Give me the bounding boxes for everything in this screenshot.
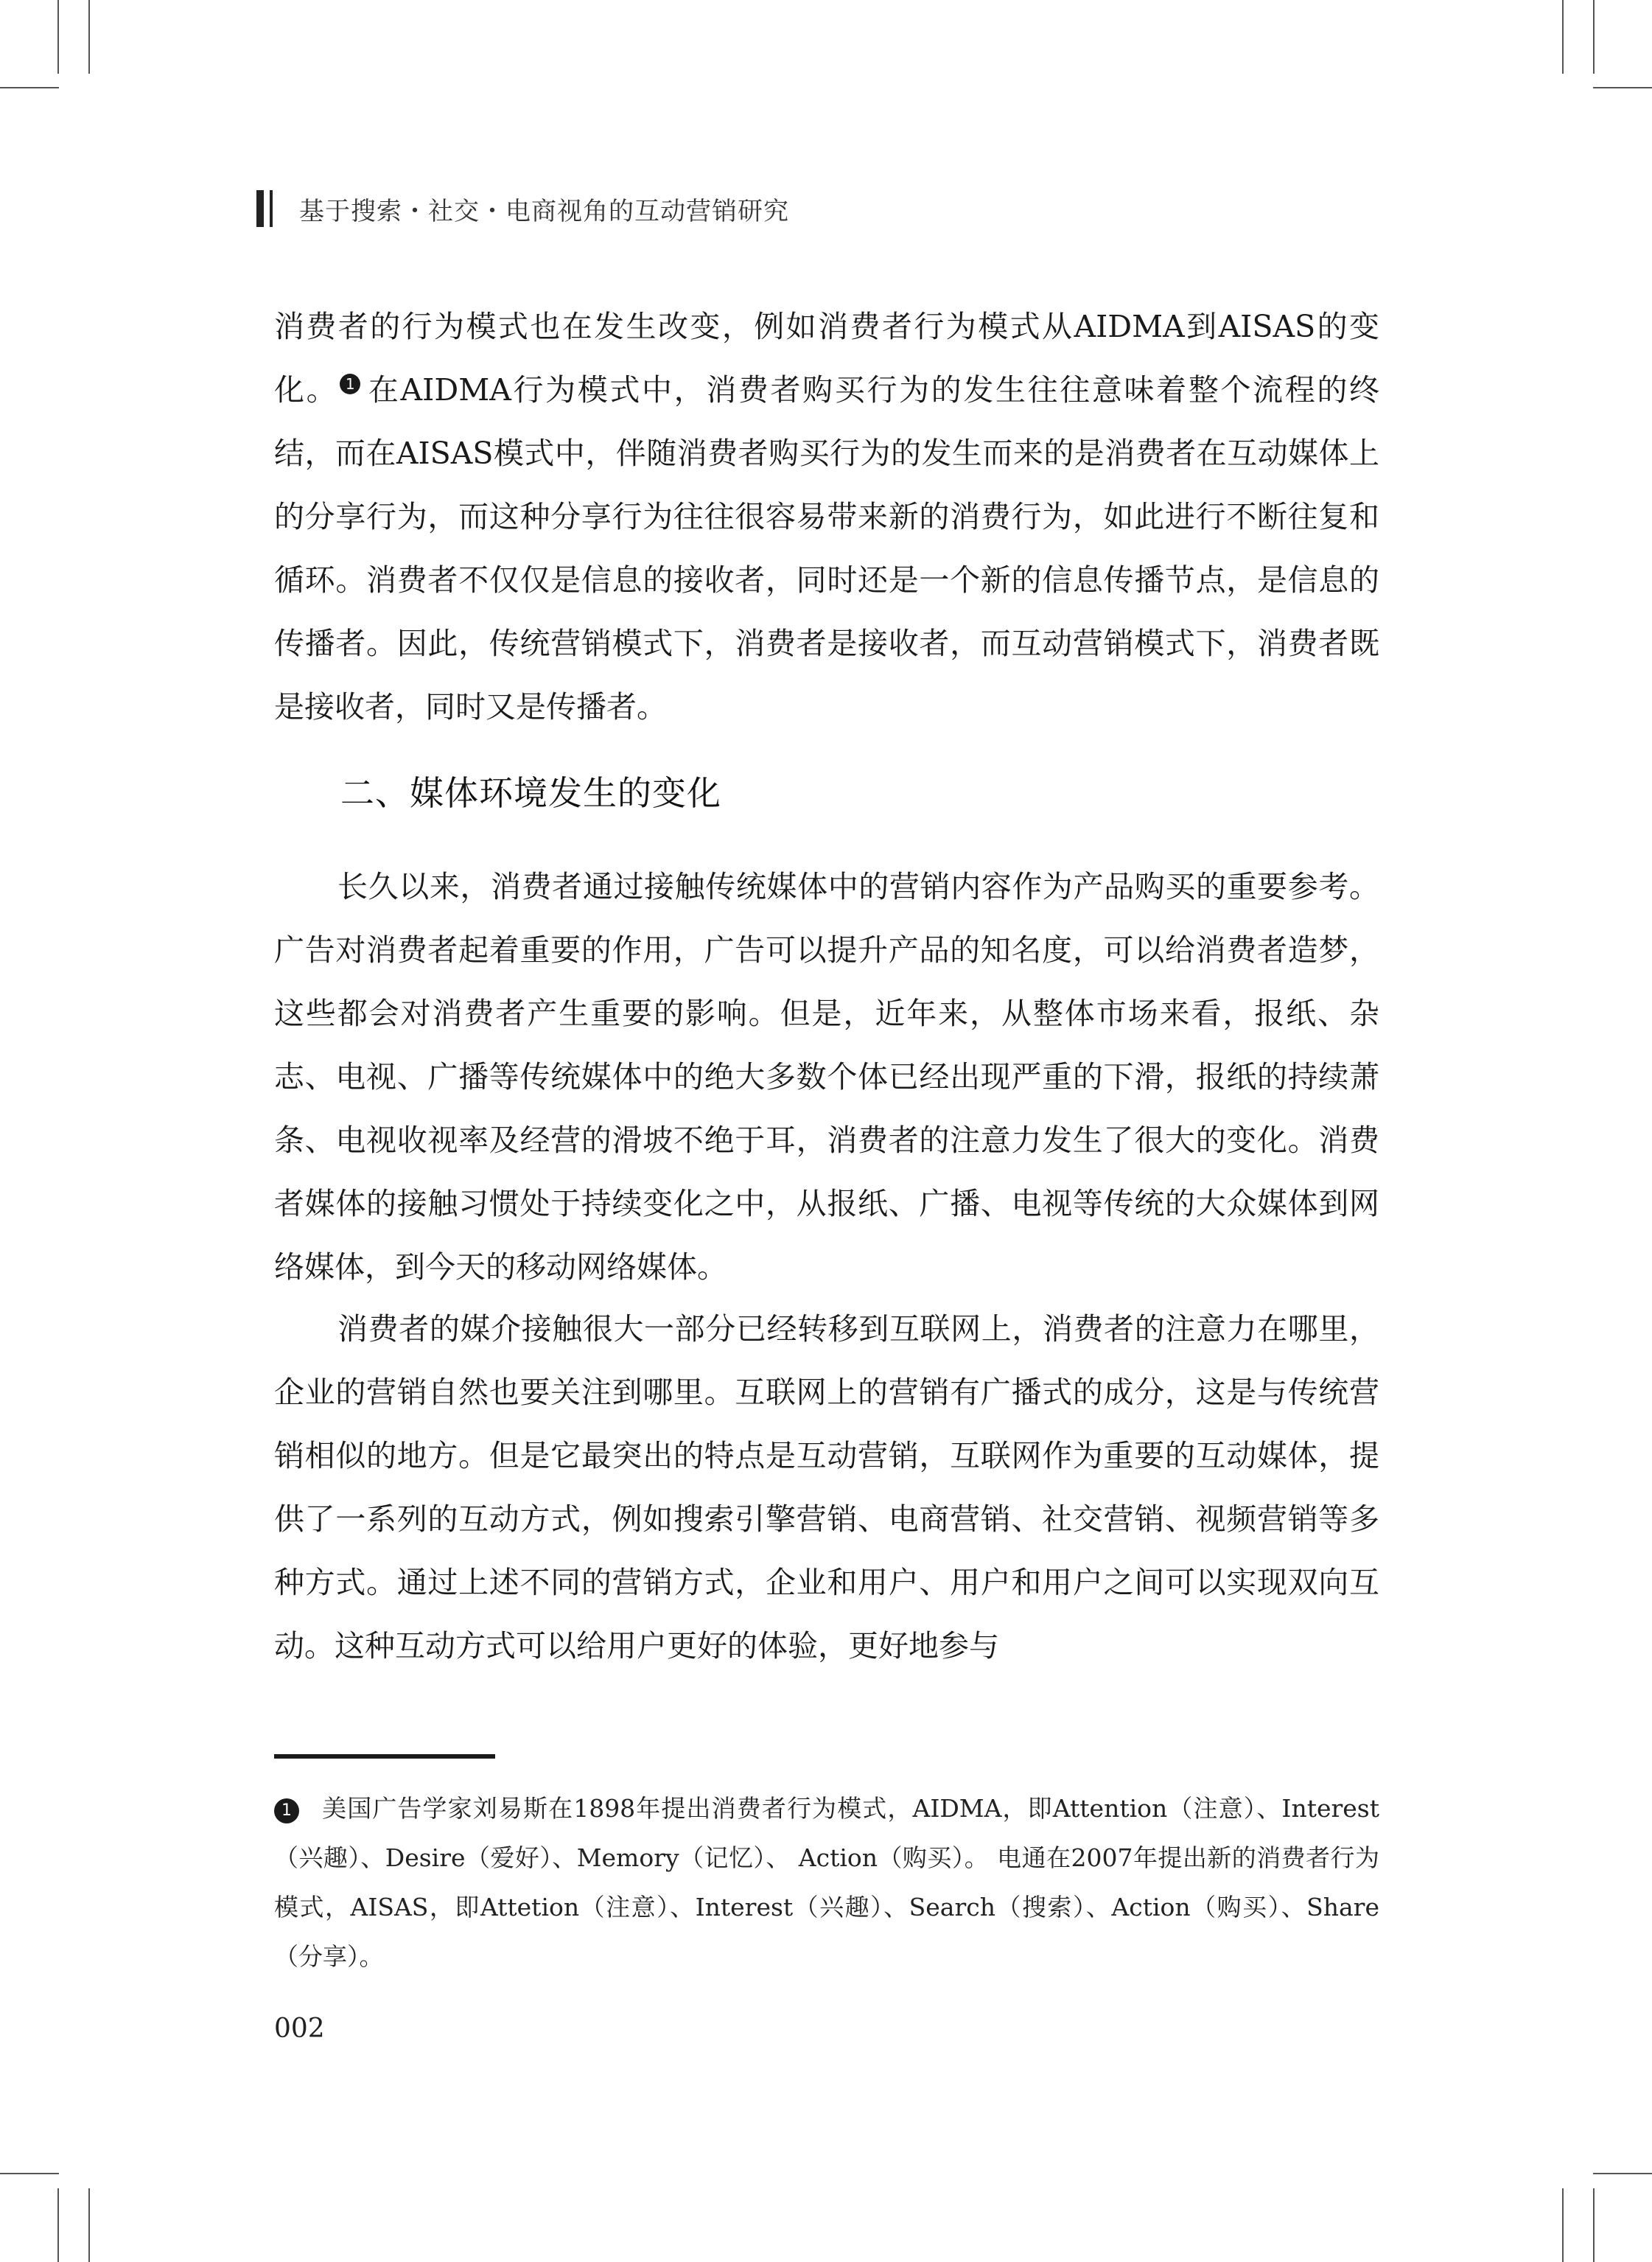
footnote-reference[interactable]: 1 bbox=[340, 374, 360, 394]
footnote-rule bbox=[274, 1754, 495, 1759]
crop-mark bbox=[1562, 2188, 1564, 2262]
crop-mark bbox=[1593, 2188, 1595, 2262]
crop-mark bbox=[1593, 0, 1595, 74]
header-bar-thick bbox=[256, 190, 264, 227]
paragraph-3: 消费者的媒介接触很大一部分已经转移到互联网上，消费者的注意力在哪里，企业的营销自然也要关注到哪里。互联网上的营销有广播式的成分，这是与传统营销相似的地方。但是它最突出的特点是互动营销，互联网作为重要的互动媒体，提供了一系列的互动方式，例如搜索引擎营销、电商营销、社交营销、视频营销等多种方式。通过上述不同的营销方式，企业和用户、用户和用户之间可以实现双向互动。这种互动方式可以给用户更好的体验，更好地参与 bbox=[274, 1311, 1379, 1664]
footnote-text: 美国广告学家刘易斯在1898年提出消费者行为模式，AIDMA，即Attention（注意）、Interest（兴趣）、Desire（爱好）、Memory（记忆）、 Action（购买）。 电通在2007年提出新的消费者行为模式，AISAS，即Attetion（注意）、Interest（兴趣）、Search（搜索）、Action（购买）、Share（分享）。 bbox=[274, 1794, 1379, 1971]
paragraph-1-part-1: 消费者的行为模式也在发生改变，例如消费者行为模式从AIDMA到AISAS的变化。 bbox=[274, 309, 1379, 408]
footnote bbox=[274, 1784, 1379, 1981]
running-header bbox=[256, 189, 789, 228]
paragraph-1-part-2: 在AIDMA行为模式中，消费者购买行为的发生往往意味着整个流程的终结，而在AISAS模式中，伴随消费者购买行为的发生而来的是消费者在互动媒体上的分享行为，而这种分享行为往往很容易带来新的消费行为，如此进行不断往复和循环。消费者不仅仅是信息的接收者，同时还是一个新的信息传播节点，是信息的传播者。因此，传统营销模式下，消费者是接收者，而互动营销模式下，消费者既是接收者，同时又是传播者。 bbox=[274, 372, 1380, 725]
crop-mark bbox=[57, 0, 59, 74]
crop-mark bbox=[88, 2188, 90, 2262]
crop-mark bbox=[0, 87, 59, 88]
crop-mark bbox=[1593, 2173, 1652, 2174]
footnote-marker: 1 bbox=[274, 1798, 299, 1823]
header-bar-thin bbox=[270, 190, 273, 227]
crop-mark bbox=[57, 2188, 59, 2262]
crop-mark bbox=[0, 2173, 59, 2174]
paragraph-1 bbox=[274, 295, 1379, 739]
crop-mark bbox=[1593, 87, 1652, 88]
header-title: 基于搜索・社交・电商视角的互动营销研究 bbox=[299, 196, 789, 226]
page-number: 002 bbox=[274, 2014, 325, 2044]
crop-mark bbox=[88, 0, 90, 74]
paragraph-2: 长久以来，消费者通过接触传统媒体中的营销内容作为产品购买的重要参考。广告对消费者起着重要的作用，广告可以提升产品的知名度，可以给消费者造梦，这些都会对消费者产生重要的影响。但是，近年来，从整体市场来看，报纸、杂志、电视、广播等传统媒体中的绝大多数个体已经出现严重的下滑，报纸的持续萧条、电视收视率及经营的滑坡不绝于耳，消费者的注意力发生了很大的变化。消费者媒体的接触习惯处于持续变化之中，从报纸、广播、电视等传统的大众媒体到网络媒体，到今天的移动网络媒体。 bbox=[274, 869, 1379, 1285]
section-heading: 二、媒体环境发生的变化 bbox=[340, 773, 721, 813]
crop-mark bbox=[1562, 0, 1564, 74]
